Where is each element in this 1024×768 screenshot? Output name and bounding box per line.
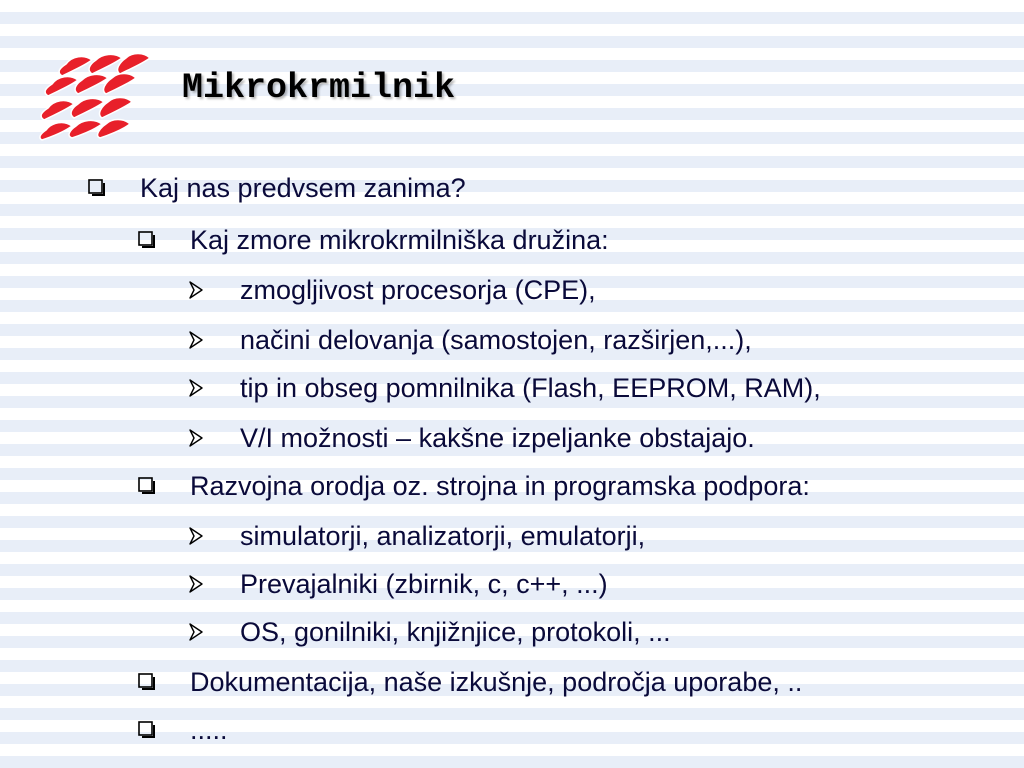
arrow-icon xyxy=(188,428,240,448)
bullet-item-7 xyxy=(138,466,810,506)
bullet-item-8 xyxy=(188,516,645,556)
bullet-item-10 xyxy=(188,612,671,652)
bullet-text: Prevajalniki (zbirnik, c, c++, ...) xyxy=(240,568,608,599)
arrow-icon xyxy=(188,526,240,546)
bullet-item-12 xyxy=(138,710,228,750)
checkbox-icon xyxy=(138,673,190,691)
checkbox-icon xyxy=(138,721,190,739)
bullet-item-9 xyxy=(188,564,608,604)
checkbox-icon xyxy=(88,179,140,197)
bullet-text: Kaj nas predvsem zanima? xyxy=(140,172,466,203)
bullet-text: načini delovanja (samostojen, razširjen,...), xyxy=(240,324,752,355)
arrow-icon xyxy=(188,280,240,300)
bullet-text: Dokumentacija, naše izkušnje, področja uporabe, .. xyxy=(190,666,803,697)
bullet-item-1 xyxy=(88,168,466,208)
bullet-item-4 xyxy=(188,320,752,360)
bullet-text: simulatorji, analizatorji, emulatorji, xyxy=(240,520,646,551)
bullet-text: V/I možnosti – kakšne izpeljanke obstajajo. xyxy=(240,422,755,453)
bullet-item-2 xyxy=(138,220,609,260)
bullet-item-6 xyxy=(188,418,755,458)
bullet-item-11 xyxy=(138,662,802,702)
bullet-text: Razvojna orodja oz. strojna in programska podpora: xyxy=(190,470,810,501)
arrow-icon xyxy=(188,330,240,350)
arrow-icon xyxy=(188,574,240,594)
slide-title: Mikrokrmilnik xyxy=(182,68,456,108)
checkbox-icon xyxy=(138,231,190,249)
bullet-text: ..... xyxy=(190,714,228,745)
arrow-icon xyxy=(188,622,240,642)
bullet-item-5 xyxy=(188,368,821,408)
bullet-item-3 xyxy=(188,270,596,310)
bullet-text: OS, gonilniki, knjižnjice, protokoli, ... xyxy=(240,616,671,647)
bullet-text: Kaj zmore mikrokrmilniška družina: xyxy=(190,224,609,255)
checkbox-icon xyxy=(138,477,190,495)
bullet-text: zmogljivost procesorja (CPE), xyxy=(240,274,596,305)
arrow-icon xyxy=(188,378,240,398)
bullet-text: tip in obseg pomnilnika (Flash, EEPROM, RAM), xyxy=(240,372,821,403)
